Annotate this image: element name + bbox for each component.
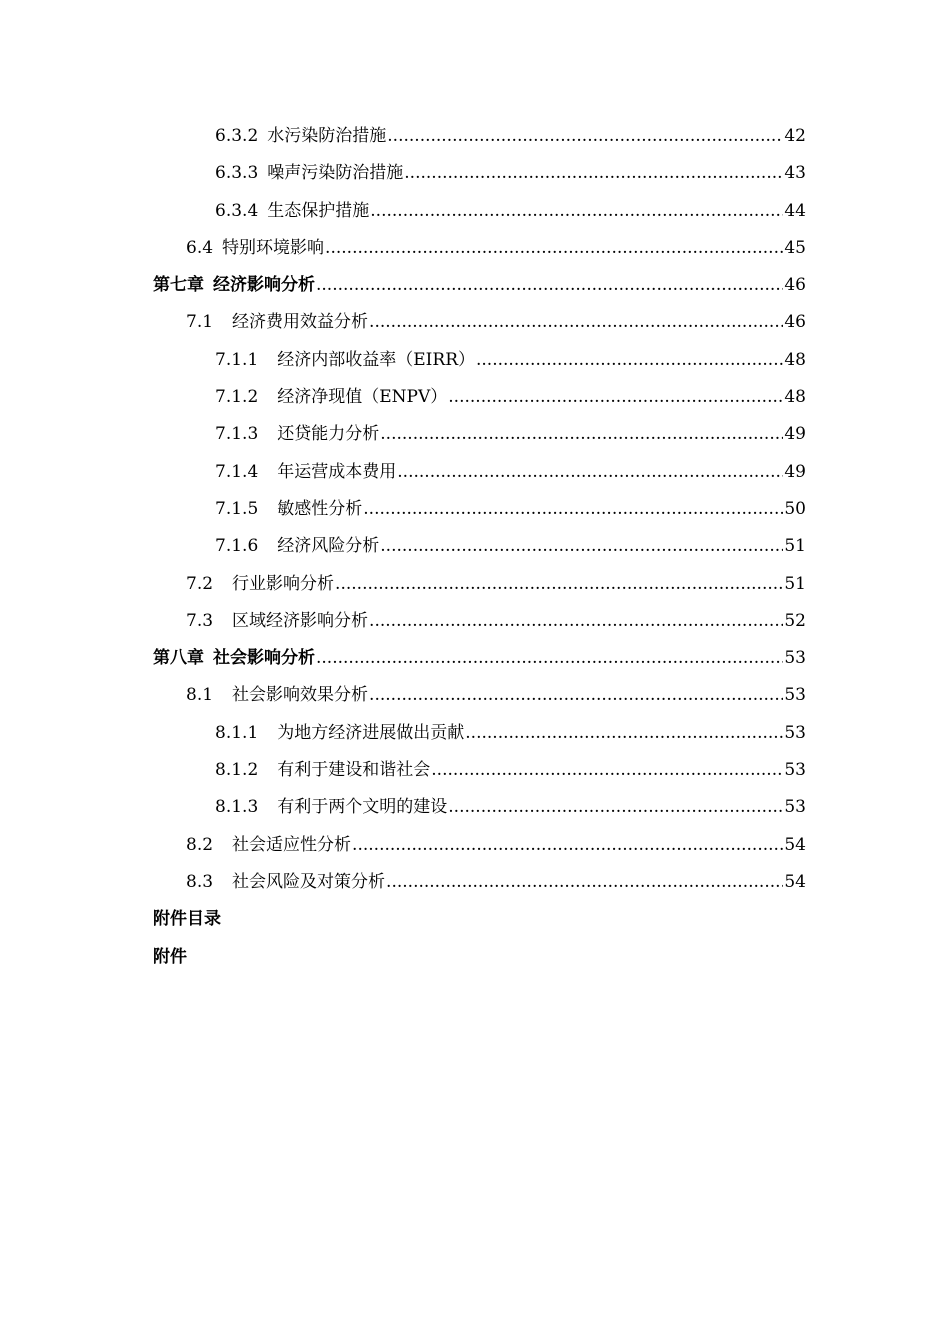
toc-entry[interactable] [153, 379, 806, 416]
toc-entry-title: 经济净现值（ENPV） [277, 387, 448, 408]
toc-entry-title: 特别环境影响 [222, 237, 325, 258]
toc-entry-title: 经济费用效益分析 [232, 312, 369, 333]
toc-entry-title: 附件 [153, 946, 187, 967]
toc-page-number: 53 [784, 648, 806, 669]
toc-entry-number: 7.2 [186, 573, 214, 594]
toc-entry-number: 8.1.3 [215, 797, 259, 818]
toc-page-number: 49 [784, 424, 806, 445]
toc-appendix-entry[interactable] [153, 939, 806, 976]
toc-entry-number: 6.4 [186, 237, 214, 258]
toc-entry[interactable] [153, 491, 806, 528]
toc-entry-title: 社会风险及对策分析 [232, 871, 386, 892]
toc-entry-title: 经济风险分析 [277, 536, 380, 557]
toc-entry-title: 水污染防治措施 [267, 126, 387, 146]
toc-page-number: 43 [784, 163, 806, 184]
toc-entry[interactable] [153, 827, 806, 864]
toc-entry[interactable] [153, 230, 806, 267]
toc-entry-title: 行业影响分析 [232, 573, 335, 594]
toc-entry[interactable] [153, 155, 806, 192]
toc-chapter-entry[interactable] [153, 267, 806, 304]
toc-dot-leader [369, 677, 783, 714]
toc-dot-leader [369, 304, 783, 341]
toc-entry-title: 区域经济影响分析 [232, 610, 369, 631]
toc-dot-leader [352, 827, 783, 864]
toc-page-number: 46 [784, 275, 806, 296]
toc-page-number: 42 [784, 126, 806, 146]
toc-entry-number: 8.1 [186, 685, 214, 706]
toc-entry[interactable] [153, 566, 806, 603]
toc-page-number: 51 [784, 536, 806, 557]
toc-entry-title: 有利于建设和谐社会 [277, 760, 431, 781]
toc-page-number: 48 [784, 387, 806, 408]
toc-dot-leader [386, 864, 783, 901]
toc-dot-leader [431, 752, 783, 789]
toc-entry-number: 6.3.2 [215, 126, 259, 146]
toc-dot-leader [404, 155, 783, 192]
toc-dot-leader [325, 230, 783, 267]
toc-entry[interactable] [153, 715, 806, 752]
toc-entry-title: 为地方经济进展做出贡献 [277, 722, 465, 743]
toc-chapter-entry[interactable] [153, 640, 806, 677]
toc-entry-number: 6.3.3 [215, 163, 259, 184]
toc-entry[interactable] [153, 789, 806, 826]
toc-dot-leader [369, 603, 783, 640]
toc-page-number: 44 [784, 200, 806, 221]
toc-entry-title: 社会适应性分析 [232, 834, 352, 855]
toc-entry-number: 6.3.4 [215, 200, 259, 221]
toc-entry-title: 经济内部收益率（EIRR） [277, 349, 475, 370]
toc-entry-title: 生态保护措施 [267, 200, 370, 221]
toc-entry-title: 有利于两个文明的建设 [277, 797, 448, 818]
toc-entry-title: 还贷能力分析 [277, 424, 380, 445]
toc-entry[interactable] [153, 528, 806, 565]
toc-appendix-entry[interactable] [153, 901, 806, 938]
toc-page-number: 51 [784, 573, 806, 594]
toc-dot-leader [316, 640, 783, 677]
toc-dot-leader [363, 491, 783, 528]
toc-page-number: 45 [784, 237, 806, 258]
toc-entry-number: 第七章 [153, 275, 204, 296]
toc-entry-number: 7.1 [186, 312, 214, 333]
toc-page-number: 53 [784, 722, 806, 743]
toc-entry-title: 社会影响分析 [213, 648, 315, 669]
toc-entry-number: 7.1.3 [215, 424, 259, 445]
toc-entry-title: 附件目录 [153, 909, 221, 930]
toc-page-number: 53 [784, 760, 806, 781]
table-of-contents [153, 118, 806, 976]
toc-page-number: 54 [784, 871, 806, 892]
toc-entry[interactable] [153, 193, 806, 230]
toc-entry[interactable] [153, 864, 806, 901]
toc-entry-number: 8.1.1 [215, 722, 259, 743]
toc-entry-title: 经济影响分析 [213, 275, 315, 296]
toc-page-number: 52 [784, 610, 806, 631]
toc-entry-number: 7.1.1 [215, 349, 259, 370]
toc-dot-leader [335, 566, 783, 603]
toc-entry[interactable] [153, 752, 806, 789]
toc-page-number: 50 [784, 498, 806, 519]
toc-entry-title: 噪声污染防治措施 [267, 163, 404, 184]
toc-entry[interactable] [153, 342, 806, 379]
toc-entry[interactable] [153, 603, 806, 640]
toc-dot-leader [380, 528, 783, 565]
toc-entry-number: 7.1.4 [215, 461, 259, 482]
toc-page-number: 49 [784, 461, 806, 482]
toc-entry[interactable] [153, 677, 806, 714]
toc-dot-leader [448, 379, 783, 416]
toc-entry-number: 8.1.2 [215, 760, 259, 781]
toc-dot-leader [397, 454, 783, 491]
toc-entry[interactable] [153, 304, 806, 341]
toc-entry-title: 社会影响效果分析 [232, 685, 369, 706]
toc-dot-leader [380, 416, 783, 453]
toc-entry[interactable] [153, 454, 806, 491]
toc-dot-leader [316, 267, 783, 304]
toc-dot-leader [387, 118, 783, 155]
toc-entry-number: 8.2 [186, 834, 214, 855]
toc-entry-title: 年运营成本费用 [277, 461, 397, 482]
toc-dot-leader [448, 789, 783, 826]
toc-page-number: 53 [784, 685, 806, 706]
toc-dot-leader [476, 342, 783, 379]
toc-entry-title: 敏感性分析 [277, 498, 363, 519]
toc-entry[interactable] [153, 416, 806, 453]
toc-dot-leader [465, 715, 783, 752]
toc-entry-number: 7.3 [186, 610, 214, 631]
toc-entry-number: 第八章 [153, 648, 204, 669]
toc-page-number: 48 [784, 349, 806, 370]
toc-page-number: 54 [784, 834, 806, 855]
toc-entry-number: 7.1.2 [215, 387, 259, 408]
toc-entry-number: 7.1.6 [215, 536, 259, 557]
toc-page-number: 46 [784, 312, 806, 333]
toc-entry-number: 8.3 [186, 871, 214, 892]
toc-page-number: 53 [784, 797, 806, 818]
toc-entry[interactable] [153, 118, 806, 155]
toc-dot-leader [370, 193, 783, 230]
toc-entry-number: 7.1.5 [215, 498, 259, 519]
